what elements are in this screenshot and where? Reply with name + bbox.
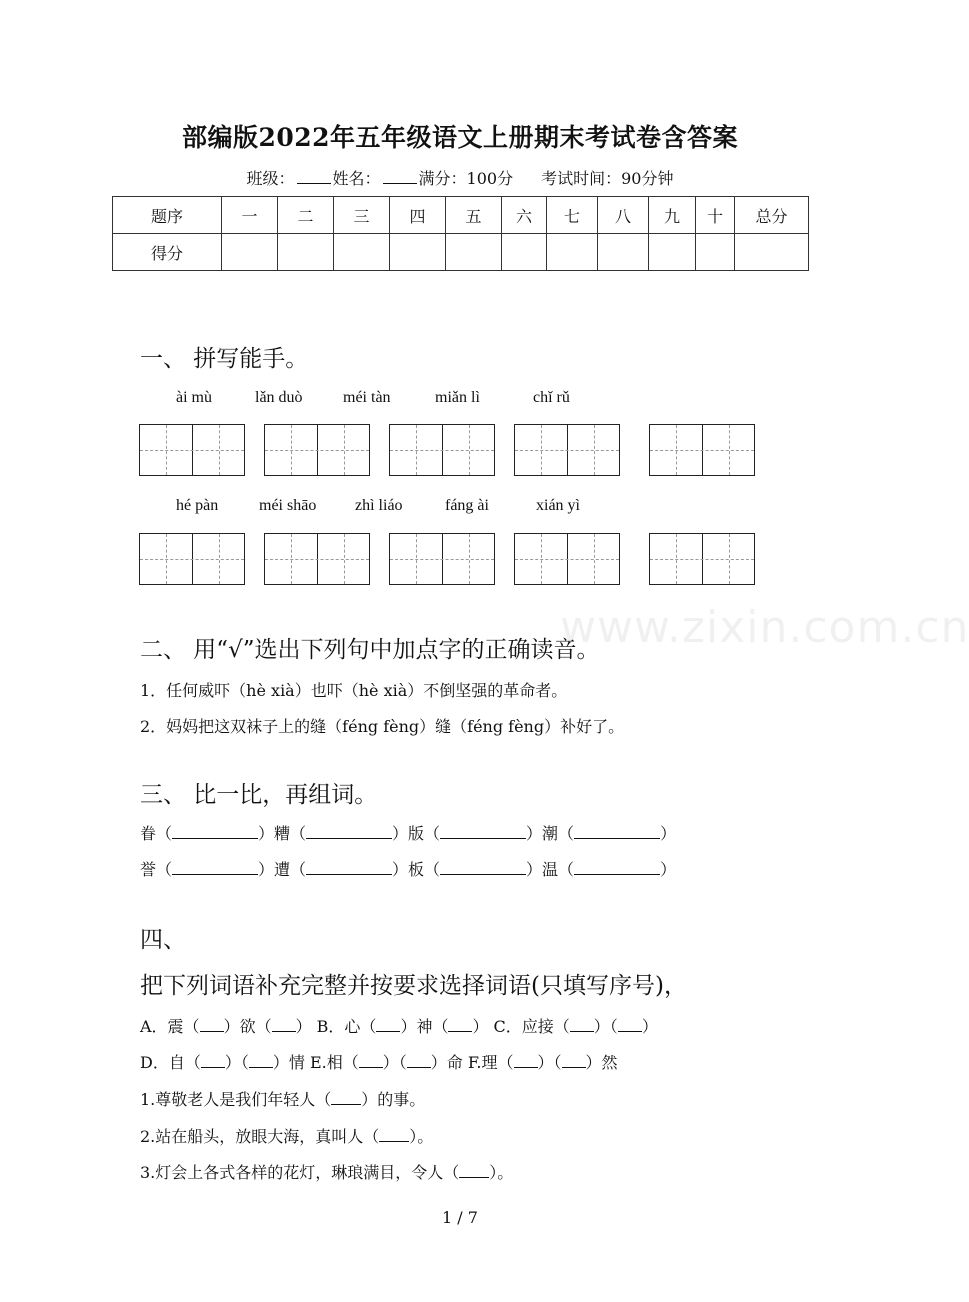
answer-blank[interactable] [249, 1054, 273, 1068]
options-row [140, 1014, 658, 1037]
pinyin-label: xián yì [536, 497, 580, 514]
question-text: ）的事。 [361, 1090, 426, 1109]
score-table-header-row [113, 197, 809, 234]
score-label: 满分：100分 [418, 169, 514, 188]
score-cell[interactable] [222, 234, 278, 271]
score-table [112, 196, 809, 271]
score-cell[interactable] [547, 234, 598, 271]
pinyin-label: fáng ài [445, 497, 489, 514]
answer-blank[interactable] [570, 1018, 594, 1032]
score-header-cell: 一 [222, 197, 278, 234]
answer-blank[interactable] [448, 1018, 472, 1032]
score-header-cell: 三 [334, 197, 390, 234]
question-item: 2．妈妈把这双袜子上的缝（féng fèng）缝（féng fèng）补好了。 [140, 717, 625, 736]
pinyin-label: méi tàn [343, 389, 391, 406]
question-text: 1.尊敬老人是我们年轻人（ [140, 1090, 332, 1109]
question-text: 2.站在船头，放眼大海，真叫人（ [140, 1127, 380, 1146]
option-text: A．震（ [140, 1017, 200, 1036]
char-label: 眷（ [140, 824, 173, 843]
pinyin-label: lǎn duò [255, 389, 303, 406]
option-text: ）（ [593, 1017, 618, 1036]
question-text: ）。 [489, 1163, 514, 1182]
section2-heading: 二、 用“√”选出下列句中加点字的正确读音。 [140, 637, 600, 663]
score-header-cell: 九 [649, 197, 696, 234]
option-text: ）（ [537, 1053, 562, 1072]
writing-box[interactable] [139, 424, 245, 476]
char-label: 誉（ [140, 860, 173, 879]
answer-blank[interactable] [562, 1054, 586, 1068]
answer-blank[interactable] [359, 1054, 383, 1068]
writing-box[interactable] [649, 424, 755, 476]
question-text: 3.灯会上各式各样的花灯，琳琅满目，令人（ [140, 1163, 460, 1182]
answer-blank[interactable] [514, 1054, 538, 1068]
char-label: ）板（ [392, 860, 441, 879]
score-cell[interactable] [390, 234, 446, 271]
fill-question [140, 1124, 433, 1147]
char-label: ）潮（ [526, 824, 575, 843]
score-header-cell: 二 [278, 197, 334, 234]
answer-blank[interactable] [440, 861, 526, 875]
option-text: ）（ [224, 1053, 249, 1072]
score-header-cell: 四 [390, 197, 446, 234]
score-header-cell: 五 [446, 197, 502, 234]
score-header-cell: 十 [696, 197, 735, 234]
time-label: 考试时间：90分钟 [541, 169, 674, 188]
score-cell[interactable] [278, 234, 334, 271]
exam-info [0, 166, 920, 189]
pinyin-label: zhì liáo [355, 497, 403, 514]
score-header-cell: 总分 [735, 197, 809, 234]
option-text: D．自（ [140, 1053, 201, 1072]
options-row [140, 1050, 618, 1073]
score-cell[interactable] [696, 234, 735, 271]
answer-blank[interactable] [574, 861, 660, 875]
writing-box[interactable] [389, 533, 495, 585]
section4-heading: 四、 [140, 927, 186, 953]
score-header-cell: 八 [598, 197, 649, 234]
page-title: 部编版2022年五年级语文上册期末考试卷含答案 [181, 123, 739, 152]
option-text: ）命 F.理（ [430, 1053, 514, 1072]
char-label: ）版（ [392, 824, 441, 843]
option-text: ）然 [585, 1053, 618, 1072]
writing-box[interactable] [649, 533, 755, 585]
answer-blank[interactable] [574, 825, 660, 839]
char-label: ）温（ [526, 860, 575, 879]
answer-blank[interactable] [331, 1091, 361, 1105]
name-label: 姓名： [332, 169, 381, 188]
question-item: 1．任何威吓（hè xià）也吓（hè xià）不倒坚强的革命者。 [140, 681, 568, 700]
answer-blank[interactable] [201, 1054, 225, 1068]
score-cell[interactable] [649, 234, 696, 271]
section3-heading: 三、 比一比，再组词。 [140, 782, 378, 808]
score-cell[interactable] [334, 234, 390, 271]
answer-blank[interactable] [618, 1018, 642, 1032]
watermark: www.zixin.com.cn [560, 602, 969, 653]
score-cell[interactable] [735, 234, 809, 271]
writing-box[interactable] [139, 533, 245, 585]
score-cell[interactable] [598, 234, 649, 271]
answer-blank[interactable] [306, 861, 392, 875]
score-header-cell: 六 [502, 197, 547, 234]
score-header-cell: 七 [547, 197, 598, 234]
name-blank[interactable] [383, 169, 417, 184]
writing-box[interactable] [264, 533, 370, 585]
section1-heading: 一、 拼写能手。 [140, 346, 309, 372]
writing-box[interactable] [514, 533, 620, 585]
score-cell[interactable] [446, 234, 502, 271]
char-label: ）糟（ [258, 824, 307, 843]
answer-blank[interactable] [376, 1018, 400, 1032]
char-label: ） [660, 824, 677, 843]
answer-blank[interactable] [172, 825, 258, 839]
pinyin-label: miǎn lì [435, 389, 480, 406]
option-text: ）（ [382, 1053, 407, 1072]
word-compare-row [140, 821, 676, 844]
option-text: ）神（ [400, 1017, 449, 1036]
fill-question [140, 1160, 513, 1183]
page-number: 1 / 7 [442, 1208, 478, 1227]
question-text: ）。 [409, 1127, 434, 1146]
class-label: 班级： [246, 169, 295, 188]
score-table-score-row [113, 234, 809, 271]
writing-box[interactable] [389, 424, 495, 476]
option-text: ）情 E.相（ [272, 1053, 359, 1072]
word-compare-row [140, 857, 676, 880]
answer-blank[interactable] [272, 1018, 296, 1032]
answer-blank[interactable] [172, 861, 258, 875]
answer-blank[interactable] [200, 1018, 224, 1032]
pinyin-label: chǐ rǔ [533, 389, 570, 406]
score-cell[interactable] [502, 234, 547, 271]
answer-blank[interactable] [306, 825, 392, 839]
char-label: ） [660, 860, 677, 879]
char-label: ）遭（ [258, 860, 307, 879]
option-text: ） B．心（ [295, 1017, 377, 1036]
answer-blank[interactable] [459, 1164, 489, 1178]
fill-question [140, 1087, 425, 1110]
pinyin-label: ài mù [176, 389, 212, 406]
writing-box[interactable] [264, 424, 370, 476]
option-text: ） C．应接（ [472, 1017, 570, 1036]
pinyin-label: méi shāo [259, 497, 317, 514]
writing-box[interactable] [514, 424, 620, 476]
answer-blank[interactable] [407, 1054, 431, 1068]
option-text: ） [641, 1017, 658, 1036]
section4-instruction: 把下列词语补充完整并按要求选择词语(只填写序号)， [140, 973, 687, 999]
option-text: ）欲（ [223, 1017, 272, 1036]
pinyin-label: hé pàn [176, 497, 219, 514]
answer-blank[interactable] [440, 825, 526, 839]
class-blank[interactable] [297, 169, 331, 184]
score-row-label: 得分 [113, 234, 222, 271]
score-header-cell: 题序 [113, 197, 222, 234]
answer-blank[interactable] [379, 1128, 409, 1142]
